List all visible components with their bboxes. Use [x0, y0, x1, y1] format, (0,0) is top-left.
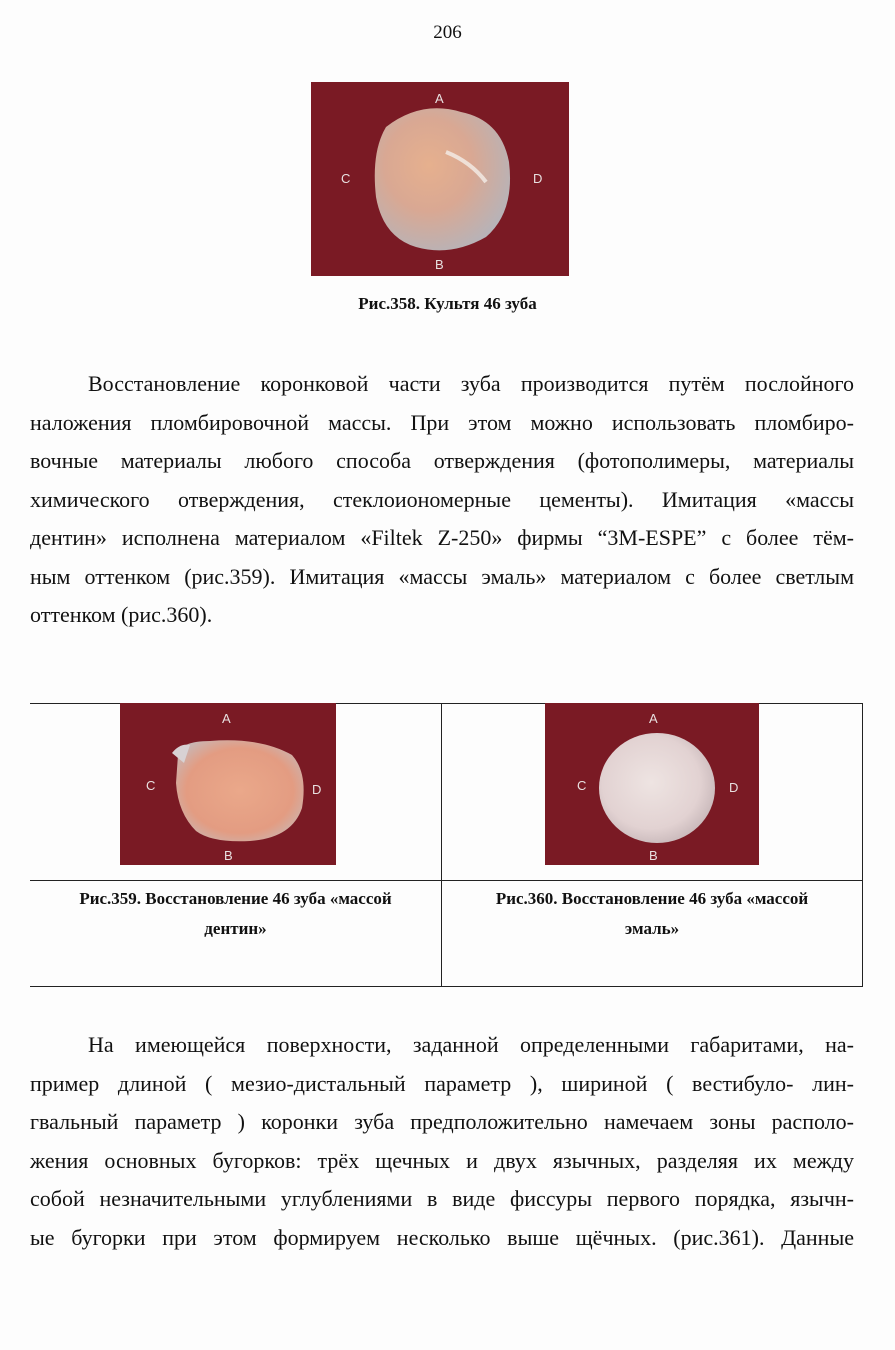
tooth-dentin-image	[120, 703, 336, 865]
paragraph-line: наложения пломбировочной массы. При этом можно использовать пломбиро-	[30, 409, 854, 435]
label-b: B	[435, 257, 444, 272]
label-d: D	[312, 782, 322, 797]
label-b: B	[649, 848, 658, 863]
label-c: C	[146, 778, 156, 793]
paragraph-line: гвальный параметр ) коронки зуба предположительно намечаем зоны располо-	[30, 1109, 854, 1134]
paragraph-line: Восстановление коронковой части зуба производится путём послойного	[88, 371, 854, 396]
paragraph-line: собой незначительными углублениями в виде фиссуры первого порядка, язычн-	[30, 1186, 854, 1211]
figure-360-photo	[545, 703, 759, 865]
label-c: C	[341, 171, 351, 186]
paragraph-line: пример длиной ( мезио-дистальный параметр ), шириной ( вестибуло- лин-	[30, 1070, 854, 1096]
caption-line: Рис.359. Восстановление 46 зуба «массой	[79, 889, 392, 908]
paragraph-line: ые бугорки при этом формируем несколько выше щёчных. (рис.361). Данные	[30, 1224, 854, 1250]
figure-359-caption	[30, 884, 441, 944]
page-number: 206	[433, 22, 462, 43]
label-d: D	[729, 780, 739, 795]
figure-358-photo	[311, 82, 569, 276]
caption-line: эмаль»	[624, 919, 680, 938]
label-a: A	[649, 711, 658, 726]
paragraph-line: На имеющейся поверхности, заданной определенными габаритами, на-	[88, 1032, 854, 1057]
caption-line: Рис.360. Восстановление 46 зуба «массой	[495, 889, 809, 908]
paragraph-line: оттенком (рис.360).	[30, 602, 213, 627]
label-a: A	[435, 91, 444, 106]
paragraph-line: вочные материалы любого способа отверждения (фотополимеры, материалы	[30, 448, 854, 473]
paragraph-line: дентин» исполнена материалом «Filtek Z-250» фирмы “3M-ESPE” с более тём-	[30, 525, 854, 550]
paragraph-2	[30, 1026, 854, 1257]
figure-359-photo	[120, 703, 336, 865]
tooth-enamel-image	[545, 703, 759, 865]
figure-360-caption	[441, 884, 863, 944]
label-d: D	[533, 171, 543, 186]
label-c: C	[577, 778, 587, 793]
paragraph-line: жения основных бугорков: трёх щечных и двух язычных, разделяя их между	[30, 1147, 854, 1173]
paragraph-line: химического отверждения, стеклоиономерные цементы). Имитация «массы	[30, 486, 854, 512]
paragraph-line: ным оттенком (рис.359). Имитация «массы эмаль» материалом с более светлым	[30, 563, 854, 589]
caption-line: дентин»	[204, 919, 267, 938]
paragraph-1	[30, 365, 854, 635]
figure-358-caption: Рис.358. Культя 46 зуба	[358, 294, 537, 313]
label-a: A	[222, 711, 231, 726]
table-divider	[30, 880, 862, 881]
label-b: B	[224, 848, 233, 863]
tooth-stump-image	[311, 82, 569, 276]
